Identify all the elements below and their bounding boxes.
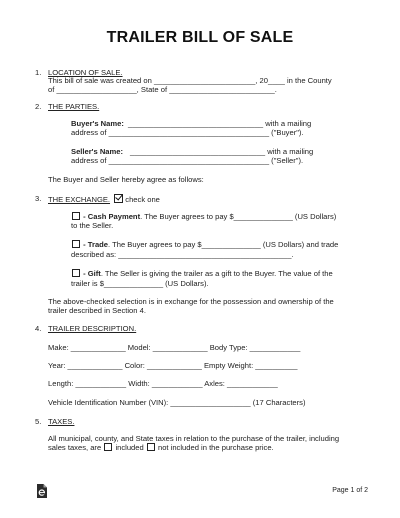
sale-date-line: This bill of sale was created on ________________________, 20____ in the County — [48, 76, 332, 85]
trade-label: - Trade — [83, 240, 109, 249]
trade-option-row — [71, 240, 338, 250]
taxes-line-1: All municipal, county, and State taxes in relation to the purchase of the trailer, including — [48, 434, 340, 443]
section-5-number: 5. — [35, 417, 42, 426]
seller-name-line: ________________________________ with a mailing — [130, 147, 314, 156]
sale-location-line: of ___________________, State of _________________________. — [48, 85, 277, 94]
section-1-heading: LOCATION OF SALE. — [48, 68, 123, 77]
year-color-weight-row: Year: _____________ Color: _____________ Empty Weight: __________ — [48, 361, 298, 370]
trade-description-line: described as: _________________________________________. — [71, 250, 294, 259]
seller-address-line: address of ______________________________________ ("Seller"). — [71, 156, 304, 165]
cash-payment-text-cont: to the Seller. — [71, 221, 114, 230]
not-included-checkbox-icon[interactable] — [147, 443, 155, 451]
vin-row: Vehicle Identification Number (VIN): ___________________ (17 Characters) — [48, 398, 306, 407]
section-4-heading: TRAILER DESCRIPTION. — [48, 324, 137, 333]
section-3-header-row — [48, 194, 160, 205]
gift-option-row — [71, 269, 333, 279]
check-one-label: check one — [125, 195, 160, 204]
section-3-number: 3. — [35, 194, 42, 203]
length-width-axles-row: Length: ____________ Width: ____________ Axles: ____________ — [48, 379, 278, 388]
eforms-logo-icon — [36, 484, 47, 498]
gift-checkbox-icon[interactable] — [72, 269, 80, 277]
exchange-summary-line-2: trailer described in Section 4. — [48, 306, 146, 315]
cash-payment-label: - Cash Payment — [83, 212, 141, 221]
not-included-label: not included in the purchase price. — [157, 443, 274, 452]
taxes-line-2 — [48, 443, 274, 453]
included-label: included — [115, 443, 144, 452]
document-title: TRAILER BILL OF SALE — [106, 29, 294, 46]
trade-text: . The Buyer agrees to pay $______________ (US Dollars) and trade — [108, 240, 339, 249]
exchange-summary-line-1: The above-checked selection is in exchange for the possession and ownership of the — [48, 297, 334, 306]
gift-value-line: trailer is $______________ (US Dollars). — [71, 279, 209, 288]
cash-payment-text: . The Buyer agrees to pay $______________ (US Dollars) — [140, 212, 337, 221]
seller-name-label: Seller's Name: — [71, 147, 124, 156]
section-2-heading: THE PARTIES. — [48, 102, 100, 111]
make-model-body-row: Make: _____________ Model: _____________ Body Type: ____________ — [48, 343, 301, 352]
section-4-number: 4. — [35, 324, 42, 333]
agreement-text: The Buyer and Seller hereby agree as follows: — [48, 175, 204, 184]
section-3-heading: THE EXCHANGE. — [48, 195, 111, 204]
page-number: Page 1 of 2 — [332, 487, 368, 494]
gift-text: . The Seller is giving the trailer as a gift to the Buyer. The value of the — [100, 269, 333, 278]
section-5-heading: TAXES. — [48, 417, 75, 426]
section-2-number: 2. — [35, 102, 42, 111]
trade-checkbox-icon[interactable] — [72, 240, 80, 248]
checkbox-checked-icon[interactable] — [114, 194, 123, 203]
cash-checkbox-icon[interactable] — [72, 212, 80, 220]
buyer-name-label: Buyer's Name: — [71, 119, 124, 128]
included-checkbox-icon[interactable] — [104, 443, 112, 451]
buyer-name-line: ________________________________ with a mailing — [128, 119, 312, 128]
buyer-address-line: address of ______________________________________ ("Buyer"). — [71, 128, 304, 137]
gift-label: - Gift — [83, 269, 101, 278]
section-1-number: 1. — [35, 68, 42, 77]
taxes-line-2-start: sales taxes, are — [48, 443, 102, 452]
